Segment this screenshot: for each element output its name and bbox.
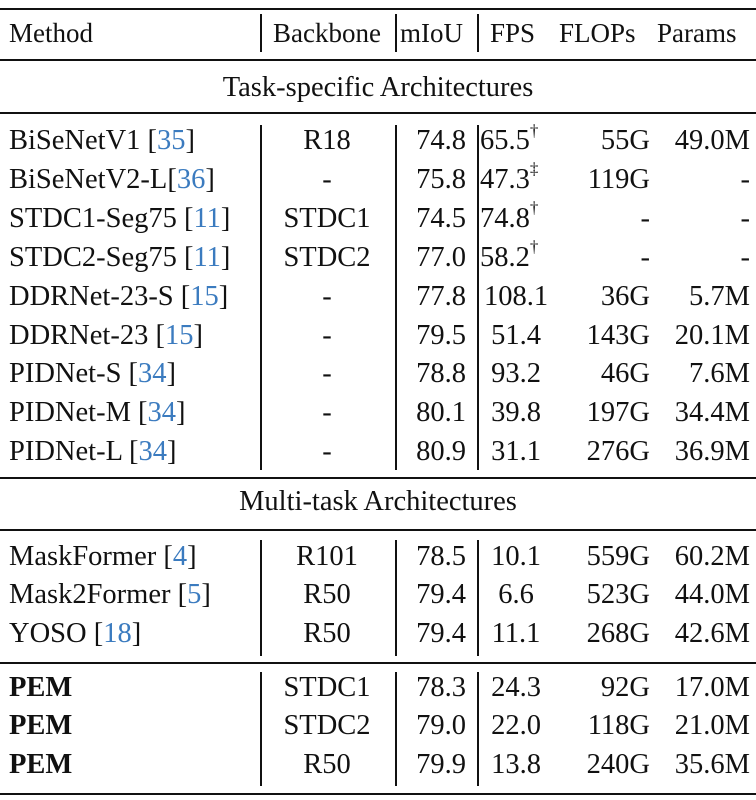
citation-link[interactable]: 35 [157, 125, 186, 156]
cite-bracket-open: [ [147, 125, 158, 156]
cite-bracket-open: [ [167, 163, 177, 195]
flops-cell: 240G [586, 748, 650, 780]
miou-cell: 80.9 [416, 436, 466, 468]
params-cell: 5.7M [689, 280, 750, 312]
fps-value: 10.1 [491, 541, 541, 572]
fps-cell [478, 433, 554, 471]
backbone-cell: - [322, 358, 332, 390]
backbone-cell: R18 [303, 125, 351, 156]
backbone-cell: R101 [296, 541, 358, 572]
fps-value: 74.8 [480, 202, 530, 234]
cite-bracket-close: ] [167, 436, 177, 468]
method-name: BiSeNetV1 [9, 125, 148, 156]
flops-cell: - [640, 241, 650, 273]
flops-cell: - [640, 202, 650, 234]
cite-bracket-open: [ [128, 358, 139, 390]
cite-bracket-close: ] [218, 280, 229, 312]
method-name: MaskFormer [9, 541, 164, 572]
cite-bracket-open: [ [183, 241, 194, 273]
backbone-cell: STDC2 [283, 241, 371, 273]
fps-cell [478, 355, 554, 393]
header-divider-3 [477, 14, 479, 52]
flops-cell: 197G [586, 397, 650, 429]
header-params: Params [657, 18, 737, 48]
backbone-cell: - [322, 319, 332, 351]
body-divider-3a [477, 125, 479, 470]
cite-bracket-open: [ [177, 579, 188, 611]
method-name: STDC2-Seg75 [9, 241, 184, 273]
cite-bracket-close: ] [220, 241, 231, 273]
params-cell: 17.0M [674, 672, 750, 703]
miou-cell: 78.3 [416, 672, 466, 703]
fps-footnote-mark: ‡ [529, 159, 539, 179]
flops-cell: 36G [600, 280, 650, 312]
method-cell [9, 161, 215, 199]
method-name: STDC1-Seg75 [9, 202, 184, 234]
header-method: Method [9, 18, 93, 48]
method-cell [9, 200, 230, 238]
params-cell: 49.0M [674, 125, 750, 156]
flops-cell: 55G [600, 125, 650, 156]
flops-cell: 276G [586, 436, 650, 468]
params-cell: - [740, 241, 750, 273]
params-cell: 20.1M [674, 319, 750, 351]
header-fps: FPS [490, 18, 536, 48]
body-divider-2a [395, 125, 397, 470]
header-backbone: Backbone [273, 18, 381, 48]
flops-cell: 118G [587, 710, 650, 742]
citation-link[interactable]: 11 [193, 202, 221, 234]
cite-bracket-close: ] [131, 617, 142, 649]
fps-value: 39.8 [491, 397, 541, 429]
top-rule [0, 8, 756, 10]
method-name: PIDNet-M [9, 397, 139, 429]
cite-bracket-close: ] [185, 125, 196, 156]
cite-bracket-close: ] [166, 358, 177, 390]
citation-link[interactable]: 4 [172, 541, 188, 572]
header-divider-2 [395, 14, 397, 52]
backbone-cell: STDC1 [283, 672, 371, 703]
method-name: DDRNet-23 [9, 319, 156, 351]
method-name: Mask2Former [9, 579, 178, 611]
backbone-cell: R50 [303, 579, 351, 611]
params-cell: 7.6M [689, 358, 750, 390]
method-name: DDRNet-23-S [9, 280, 181, 312]
citation-link[interactable]: 5 [187, 579, 202, 611]
fps-cell [480, 161, 556, 199]
cite-bracket-close: ] [201, 579, 211, 611]
fps-cell: 13.8 [491, 748, 541, 780]
method-cell [9, 538, 197, 576]
fps-value: 93.2 [491, 358, 541, 390]
flops-cell: 92G [600, 672, 650, 703]
miou-cell: 78.5 [416, 541, 466, 572]
fps-cell [478, 394, 554, 432]
fps-value: 6.6 [498, 579, 534, 611]
cite-bracket-open: [ [93, 617, 104, 649]
flops-cell: 559G [586, 541, 650, 572]
method-cell [9, 278, 228, 316]
params-cell: - [740, 163, 750, 195]
body-divider-3b [477, 540, 479, 656]
miou-cell: 79.0 [416, 710, 466, 742]
cite-bracket-close: ] [220, 202, 231, 234]
cite-bracket-open: [ [163, 541, 173, 572]
ours-rule [0, 662, 756, 664]
miou-cell: 78.8 [416, 358, 466, 390]
fps-footnote-mark: † [529, 237, 539, 257]
params-cell: 35.6M [674, 748, 750, 780]
header-flops: FLOPs [559, 18, 636, 48]
miou-cell: 77.8 [416, 280, 466, 312]
fps-value: 11.1 [491, 617, 541, 649]
method-name: YOSO [9, 617, 94, 649]
section-rule-2 [0, 477, 756, 479]
method-cell [9, 239, 230, 277]
cite-bracket-close: ] [176, 397, 186, 429]
backbone-cell: - [322, 280, 332, 312]
citation-link[interactable]: 34 [138, 436, 168, 468]
fps-cell [480, 200, 556, 238]
fps-value: 65.5 [480, 125, 530, 156]
backbone-cell: - [322, 397, 332, 429]
fps-cell [478, 538, 554, 576]
citation-link[interactable]: 34 [138, 358, 167, 390]
fps-cell [478, 278, 554, 316]
fps-value: 31.1 [491, 436, 541, 468]
cite-bracket-open: [ [138, 397, 148, 429]
fps-cell: 24.3 [491, 672, 541, 703]
fps-cell [478, 576, 554, 614]
flops-cell: 119G [587, 163, 650, 195]
citation-link[interactable]: 34 [147, 397, 177, 429]
cite-bracket-open: [ [129, 436, 139, 468]
cite-bracket-close: ] [187, 541, 197, 572]
method-cell [9, 122, 195, 160]
bottom-rule [0, 793, 756, 795]
backbone-cell: STDC2 [283, 710, 371, 742]
miou-cell: 79.9 [416, 748, 466, 780]
backbone-cell: R50 [303, 748, 351, 780]
method-cell [9, 394, 186, 432]
method-cell [9, 576, 211, 614]
body-divider-1c [260, 672, 262, 786]
method-name: BiSeNetV2-L [9, 163, 168, 195]
backbone-cell: R50 [303, 617, 351, 649]
fps-value: 47.3 [480, 163, 530, 195]
fps-cell [480, 239, 556, 277]
fps-cell [478, 317, 554, 355]
method-cell [9, 615, 141, 653]
cite-bracket-open: [ [183, 202, 194, 234]
flops-cell: 523G [586, 579, 650, 611]
miou-cell: 77.0 [416, 241, 466, 273]
backbone-cell: STDC1 [283, 202, 371, 234]
params-cell: 42.6M [674, 617, 750, 649]
fps-cell [478, 615, 554, 653]
header-divider-1 [260, 14, 262, 52]
cite-bracket-open: [ [180, 280, 191, 312]
cite-bracket-close: ] [205, 163, 215, 195]
section-rule-1 [0, 112, 756, 114]
params-cell: 34.4M [674, 397, 750, 429]
fps-cell: 22.0 [491, 710, 541, 742]
backbone-cell: - [322, 436, 332, 468]
method-name: PEM [9, 748, 73, 780]
citation-link[interactable]: 15 [164, 319, 194, 351]
cite-bracket-close: ] [193, 319, 203, 351]
miou-cell: 74.8 [416, 125, 466, 156]
fps-value: 51.4 [491, 319, 541, 351]
flops-cell: 143G [586, 319, 650, 351]
params-cell: 21.0M [674, 710, 750, 742]
fps-value: 108.1 [483, 280, 549, 312]
fps-value: 58.2 [480, 241, 530, 273]
body-divider-1a [260, 125, 262, 470]
params-cell: 44.0M [674, 579, 750, 611]
header-miou: mIoU [400, 18, 463, 48]
method-name: PIDNet-S [9, 358, 129, 390]
section-rule-3 [0, 529, 756, 531]
miou-cell: 75.8 [416, 163, 466, 195]
params-cell: 36.9M [674, 436, 750, 468]
miou-cell: 79.5 [416, 319, 466, 351]
method-name: PEM [9, 672, 73, 703]
section-title-task-specific: Task-specific Architectures [222, 72, 534, 103]
body-divider-3c [477, 672, 479, 786]
backbone-cell: - [322, 163, 332, 195]
method-cell [9, 317, 203, 355]
params-cell: 60.2M [674, 541, 750, 572]
fps-footnote-mark: † [529, 120, 539, 140]
body-divider-2b [395, 540, 397, 656]
flops-cell: 268G [586, 617, 650, 649]
header-rule [0, 59, 756, 61]
params-cell: - [740, 202, 750, 234]
miou-cell: 74.5 [416, 202, 466, 234]
section-title-multi-task: Multi-task Architectures [239, 486, 517, 517]
fps-footnote-mark: † [529, 198, 539, 218]
fps-cell [480, 122, 556, 160]
citation-link[interactable]: 11 [193, 241, 221, 273]
cite-bracket-open: [ [155, 319, 165, 351]
method-name: PEM [9, 710, 73, 742]
flops-cell: 46G [600, 358, 650, 390]
body-divider-2c [395, 672, 397, 786]
body-divider-1b [260, 540, 262, 656]
method-cell [9, 433, 177, 471]
method-name: PIDNet-L [9, 436, 130, 468]
method-cell [9, 355, 176, 393]
citation-link[interactable]: 15 [190, 280, 219, 312]
miou-cell: 79.4 [416, 579, 466, 611]
citation-link[interactable]: 18 [103, 617, 132, 649]
citation-link[interactable]: 36 [176, 163, 206, 195]
miou-cell: 80.1 [416, 397, 466, 429]
miou-cell: 79.4 [416, 617, 466, 649]
